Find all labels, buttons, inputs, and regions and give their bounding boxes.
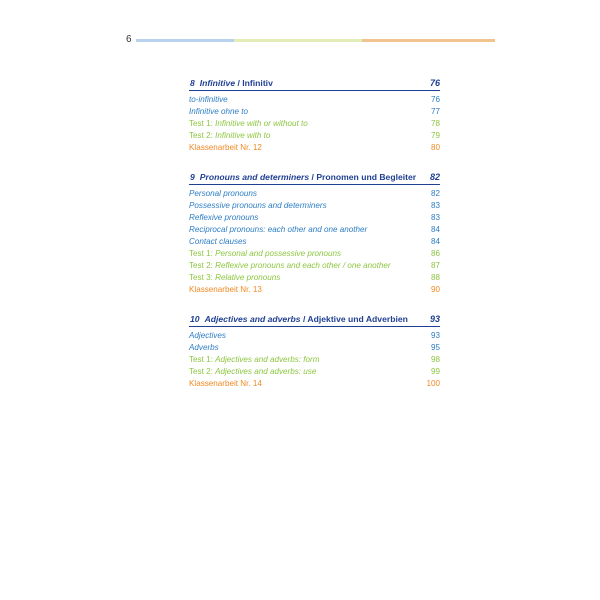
toc-entry-prefix: Test 2:: [189, 261, 216, 270]
toc-entry-label: Possessive pronouns and determiners: [189, 201, 327, 210]
toc-entry-page: 84: [430, 237, 440, 246]
chapter-title-separator: /: [309, 172, 317, 182]
chapter-title: [190, 78, 273, 88]
toc-entry-text: [189, 354, 319, 366]
toc-entry-text: [189, 200, 327, 212]
toc-entry-lesson[interactable]: [189, 330, 440, 342]
toc-entry-exam[interactable]: [189, 378, 440, 390]
toc-entry-text: [189, 118, 308, 130]
toc-entry-label: Reciprocal pronouns: each other and one another: [189, 225, 368, 234]
toc-entry-label: Personal and possessive pronouns: [215, 249, 342, 258]
toc-entry-label: Infinitive with to: [215, 131, 271, 140]
toc-entry-text: [189, 342, 219, 354]
chapter-number: 8: [190, 78, 195, 88]
toc-entry-text: [189, 130, 270, 142]
toc-entry-text: [189, 236, 247, 248]
toc-entry-prefix: Test 1:: [189, 119, 216, 128]
chapter-title-separator: /: [235, 78, 243, 88]
chapter-title-de: Infinitiv: [242, 78, 273, 88]
toc-entry-label: Infinitive with or without to: [215, 119, 308, 128]
toc-entry-page: 87: [430, 261, 440, 270]
toc-entry-label: Infinitive ohne to: [189, 107, 248, 116]
chapter-page-number: 76: [429, 78, 440, 88]
chapter-title-en: Pronouns and determiners: [199, 172, 310, 182]
toc-entry-test[interactable]: [189, 366, 440, 378]
toc-entry-label: Reflexive pronouns and each other / one another: [215, 261, 391, 270]
chapter-title-en: Adjectives and adverbs: [204, 314, 301, 324]
chapter-page-number: 93: [429, 314, 440, 324]
toc-entry-page: 82: [430, 189, 440, 198]
toc-entry-lesson[interactable]: [189, 236, 440, 248]
toc-entry-label: Adjectives: [189, 331, 226, 340]
chapter-section: [189, 78, 440, 154]
chapter-title-separator: /: [300, 314, 308, 324]
toc-entry-text: [189, 94, 228, 106]
toc-entry-page: 90: [430, 285, 440, 294]
toc-entry-text: [189, 212, 258, 224]
chapter-title-de: Pronomen und Begleiter: [316, 172, 417, 182]
toc-entry-label: to-infinitive: [189, 95, 228, 104]
chapter-title: [190, 314, 408, 324]
toc-entry-page: 77: [430, 107, 440, 116]
toc-entry-label: Contact clauses: [189, 237, 247, 246]
toc-entry-lesson[interactable]: [189, 188, 440, 200]
page-number: 6: [126, 34, 132, 45]
table-of-contents: [189, 78, 440, 408]
toc-entry-page: 95: [430, 343, 440, 352]
toc-entry-test[interactable]: [189, 130, 440, 142]
chapter-section: [189, 172, 440, 296]
toc-entry-label: Klassenarbeit Nr. 13: [189, 285, 262, 294]
toc-entry-page: 79: [430, 131, 440, 140]
toc-entry-test[interactable]: [189, 272, 440, 284]
chapter-number: 10: [190, 314, 200, 324]
toc-entry-label: Reflexive pronouns: [189, 213, 259, 222]
toc-entry-page: 83: [430, 213, 440, 222]
toc-entry-text: [189, 330, 226, 342]
toc-entry-page: 78: [430, 119, 440, 128]
toc-entry-page: 86: [430, 249, 440, 258]
toc-entry-text: [189, 378, 262, 390]
toc-entry-prefix: Test 1:: [189, 249, 216, 258]
toc-entry-prefix: Test 3:: [189, 273, 216, 282]
toc-entry-page: 84: [430, 225, 440, 234]
chapter-title-en: Infinitive: [199, 78, 236, 88]
toc-entry-lesson[interactable]: [189, 106, 440, 118]
toc-entry-lesson[interactable]: [189, 200, 440, 212]
toc-entry-test[interactable]: [189, 354, 440, 366]
chapter-title: [190, 172, 416, 182]
toc-entry-text: [189, 248, 341, 260]
toc-entry-text: [189, 142, 262, 154]
header-bar-orange: [362, 39, 495, 42]
toc-entry-page: 93: [430, 331, 440, 340]
toc-entry-page: 80: [430, 143, 440, 152]
header-bar-green: [234, 39, 362, 42]
toc-entry-exam[interactable]: [189, 142, 440, 154]
toc-entry-exam[interactable]: [189, 284, 440, 296]
toc-entry-page: 83: [430, 201, 440, 210]
chapter-title-de: Adjektive und Adverbien: [307, 314, 408, 324]
chapter-heading[interactable]: [189, 172, 440, 185]
toc-entry-lesson[interactable]: [189, 212, 440, 224]
toc-entry-page: 99: [430, 367, 440, 376]
chapter-heading[interactable]: [189, 78, 440, 91]
toc-entry-label: Adverbs: [189, 343, 219, 352]
chapter-heading[interactable]: [189, 314, 440, 327]
toc-entry-page: 88: [430, 273, 440, 282]
toc-entry-label: Relative pronouns: [215, 273, 281, 282]
toc-entry-text: [189, 260, 391, 272]
toc-entry-label: Adjectives and adverbs: use: [215, 367, 317, 376]
toc-entry-text: [189, 188, 257, 200]
toc-entry-test[interactable]: [189, 260, 440, 272]
toc-entry-test[interactable]: [189, 118, 440, 130]
toc-entry-lesson[interactable]: [189, 342, 440, 354]
toc-entry-text: [189, 284, 262, 296]
toc-entry-prefix: Test 2:: [189, 131, 216, 140]
toc-entry-text: [189, 106, 248, 118]
toc-entry-text: [189, 366, 316, 378]
toc-entry-text: [189, 272, 280, 284]
toc-entry-lesson[interactable]: [189, 224, 440, 236]
toc-entry-label: Klassenarbeit Nr. 12: [189, 143, 262, 152]
toc-entry-test[interactable]: [189, 248, 440, 260]
chapter-section: [189, 314, 440, 390]
toc-entry-prefix: Test 2:: [189, 367, 216, 376]
toc-entry-text: [189, 224, 367, 236]
chapter-page-number: 82: [429, 172, 440, 182]
toc-entry-page: 100: [426, 379, 440, 388]
header-bar-blue: [136, 39, 234, 42]
toc-entry-label: Adjectives and adverbs: form: [215, 355, 320, 364]
toc-entry-lesson[interactable]: [189, 94, 440, 106]
toc-entry-label: Personal pronouns: [189, 189, 257, 198]
toc-entry-page: 98: [430, 355, 440, 364]
toc-entry-prefix: Test 1:: [189, 355, 216, 364]
toc-entry-label: Klassenarbeit Nr. 14: [189, 379, 262, 388]
chapter-number: 9: [190, 172, 195, 182]
toc-entry-page: 76: [430, 95, 440, 104]
